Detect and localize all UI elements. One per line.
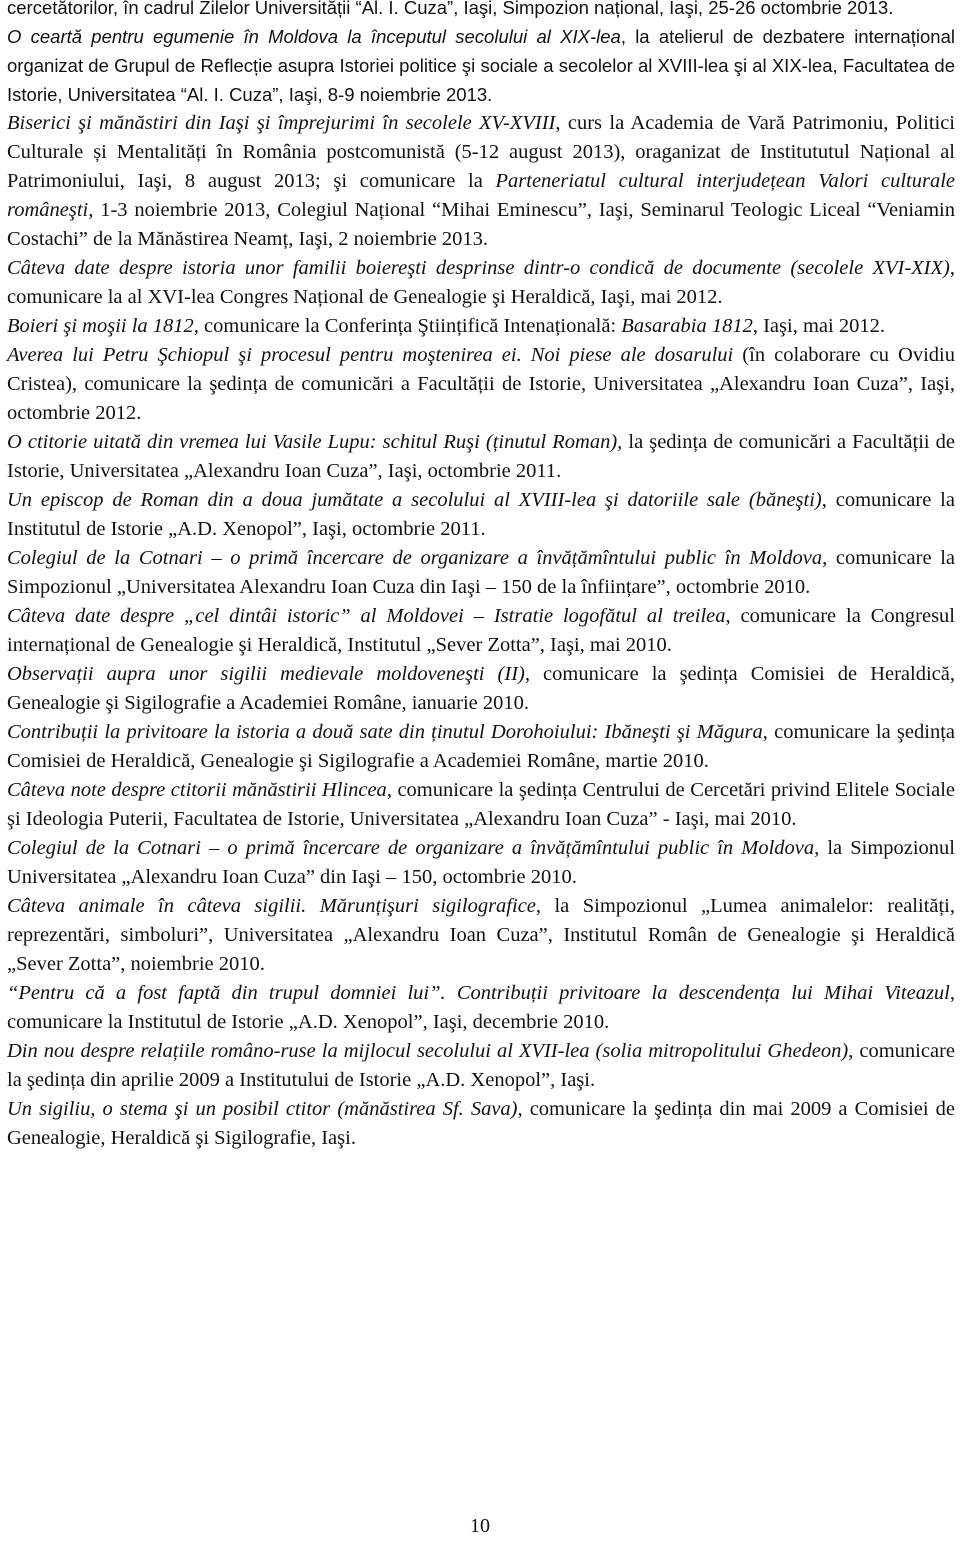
- entry-title: Un sigiliu, o stema şi un posibil ctitor (mănăstirea Sf. Sava): [7, 1098, 518, 1120]
- entry-text: , comunicare la Institutul de Istorie „A.D. Xenopol”, Iaşi, octombrie 2011.: [7, 489, 955, 540]
- entry-title: “Pentru că a fost faptă din trupul domniei lui”. Contribuții privitoare la descendența lui Mihai Viteazul: [7, 982, 950, 1004]
- entry-text: , comunicare la şedința din aprilie 2009 a Institutului de Istorie „A.D. Xenopol”, Iaşi.: [7, 1040, 955, 1091]
- page-number: 10: [470, 1515, 490, 1537]
- entry-text: , comunicare la Conferința Ştiințifică Intenațională:: [193, 315, 622, 337]
- entry-text: cercetătorilor, în cadrul Zilelor Universității “Al. I. Cuza”, Iaşi, Simpozion național, Iaşi, 25-26 octombrie 2013.: [7, 0, 894, 18]
- entry-text: , comunicare la şedința din mai 2009 a Comisiei de Genealogie, Heraldică şi Sigilografie, Iaşi.: [7, 1098, 956, 1149]
- entry-title: O ctitorie uitată din vremea lui Vasile Lupu: schitul Ruşi (ținutul Roman),: [7, 431, 623, 453]
- entry-title: Observații aupra unor sigilii medievale moldoveneşti (II): [7, 663, 525, 685]
- entry-text: , curs la Academia de Vară Patrimoniu, Politici Culturale și Mentalități în România postcomunistă (5-12 august 2013), oraganizat de Institututul Național al Patrimoniului, Iaşi, 8 august 2013; şi comunicare la: [7, 112, 956, 192]
- entry-title: Boieri şi moşii la 1812: [7, 315, 194, 337]
- bibliography-entry: [7, 892, 955, 979]
- entry-text: (în colaborare cu Ovidiu Cristea), comunicare la şedința de comunicări a Facultății de Istorie, Universitatea „Alexandru Ioan Cuza”, Iaşi, octombrie 2012.: [7, 344, 955, 424]
- bibliography-entry: [7, 1095, 955, 1153]
- bibliography-entry: [7, 834, 955, 892]
- entry-text: , comunicare la şedința Centrului de Cercetări privind Elitele Sociale şi Ideologia Puterii, Facultatea de Istorie, Universitatea „Alexandru Ioan Cuza” - Iaşi, mai 2010.: [7, 779, 955, 830]
- entry-text: , comunicare la Institutul de Istorie „A.D. Xenopol”, Iaşi, decembrie 2010.: [7, 982, 955, 1033]
- entry-text: , 1-3 noiembrie 2013, Colegiul Național “Mihai Eminescu”, Iaşi, Seminarul Teologic Liceal “Veniamin Costachi” de la Mănăstirea Neamț, Iaşi, 2 noiembrie 2013.: [7, 199, 955, 250]
- entry-title: Din nou despre relațiile româno-ruse la mijlocul secolului al XVII-lea (solia mitropolitului Ghedeon): [7, 1040, 849, 1062]
- bibliography-entry: [7, 428, 955, 486]
- entry-title: Câteva animale în câteva sigilii. Mărunțişuri sigilografice: [7, 895, 536, 917]
- entry-title: O ceartă pentru egumenie în Moldova la începutul secolului al XIX-lea: [7, 26, 621, 47]
- entry-text: , la Simpozionul „Lumea animalelor: realități, reprezentări, simboluri”, Universitatea „Alexandru Ioan Cuza”, Institutul Român de Genealogie şi Heraldică „Sever Zotta”, noiembrie 2010.: [7, 895, 955, 975]
- entry-text: , comunicare la şedința Comisiei de Heraldică, Genealogie şi Sigilografie a Academiei Române, martie 2010.: [7, 721, 956, 772]
- entry-text: , Iaşi, mai 2012.: [752, 315, 885, 337]
- entries-list: [7, 0, 955, 1153]
- bibliography-entry: [7, 979, 955, 1037]
- bibliography-entry: [7, 660, 955, 718]
- entry-text: , la atelierul de dezbatere internațional organizat de Grupul de Reflecție asupra Istoriei politice şi sociale a secolelor al XVIII-lea şi al XIX-lea, Facultatea de Istorie, Universitatea “Al. I. Cuza”, Iaşi, 8-9 noiembrie 2013.: [7, 26, 955, 105]
- entry-text: , la Simpozionul Universitatea „Alexandru Ioan Cuza” din Iaşi – 150, octombrie 2010.: [7, 837, 956, 888]
- entry-text: , comunicare la şedința Comisiei de Heraldică, Genealogie şi Sigilografie a Academiei Române, ianuarie 2010.: [7, 663, 955, 714]
- entry-text: , comunicare la Congresul internațional de Genealogie şi Heraldică, Institutul „Sever Zotta”, Iaşi, mai 2010.: [7, 605, 955, 656]
- bibliography-entry: [7, 776, 955, 834]
- bibliography-entry: [7, 544, 955, 602]
- bibliography-entry: [7, 109, 955, 254]
- entry-title: Colegiul de la Cotnari – o primă încercare de organizare a învățămîntului public în Moldova: [7, 547, 823, 569]
- bibliography-entry: [7, 486, 955, 544]
- bibliography-entry: [7, 1037, 955, 1095]
- bibliography-entry: [7, 312, 955, 341]
- entry-title: Câteva date despre „cel dintâi istoric” al Moldovei – Istratie logofătul al treilea: [7, 605, 726, 627]
- entry-title: Basarabia 1812: [621, 315, 753, 337]
- entry-title: Câteva date despre istoria unor familii boiereşti desprinse dintr-o condică de documente (secolele XVI-XIX): [7, 257, 950, 279]
- entry-text: la şedința de comunicări a Facultății de Istorie, Universitatea „Alexandru Ioan Cuza”, Iaşi, octombrie 2011.: [7, 431, 955, 482]
- entry-title: Parteneriatul cultural interjudețean Valori culturale româneşti: [7, 170, 956, 221]
- bibliography-entry: [7, 718, 955, 776]
- bibliography-entry: [7, 254, 955, 312]
- entry-title: Un episcop de Roman din a doua jumătate a secolului al XVIII-lea şi datoriile sale (băneşti): [7, 489, 822, 511]
- entry-title: Colegiul de la Cotnari – o primă încercare de organizare a învățămîntului public în Moldova: [7, 837, 815, 859]
- bibliography-entry: [7, 602, 955, 660]
- entry-title: Averea lui Petru Şchiopul şi procesul pentru moştenirea ei. Noi piese ale dosarului: [7, 344, 734, 366]
- entry-text: , comunicare la al XVI-lea Congres Național de Genealogie şi Heraldică, Iaşi, mai 2012.: [7, 257, 955, 308]
- bibliography-entry: [7, 341, 955, 428]
- entry-title: Contribuții la privitoare la istoria a două sate din ținutul Dorohoiului: Ibăneşti şi Măgura: [7, 721, 763, 743]
- bibliography-entry: [7, 0, 955, 22]
- entry-title: Biserici şi mănăstiri din Iaşi şi împrejurimi în secolele XV-XVIII: [7, 112, 556, 134]
- entry-title: Câteva note despre ctitorii mănăstirii Hlincea: [7, 779, 387, 801]
- bibliography-entry: [7, 22, 955, 109]
- entry-text: , comunicare la Simpozionul „Universitatea Alexandru Ioan Cuza din Iaşi – 150 de la înființare”, octombrie 2010.: [7, 547, 955, 598]
